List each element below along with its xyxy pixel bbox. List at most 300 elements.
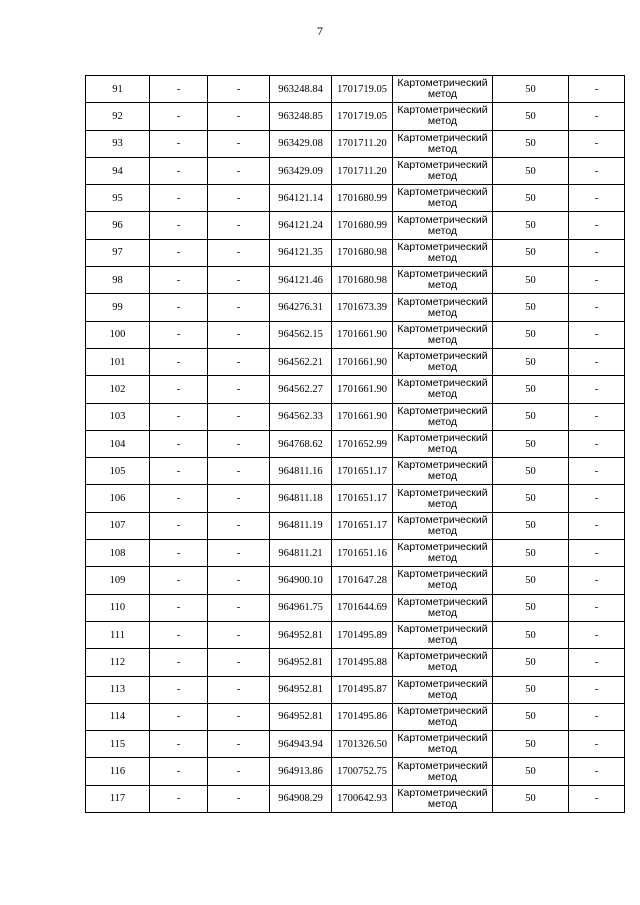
method-cell [393, 512, 493, 539]
method-line-1: Картометрический [397, 595, 488, 608]
accuracy-cell: 50 [493, 621, 569, 648]
method-line-1: Картометрический [397, 186, 488, 199]
empty-cell: - [208, 621, 270, 648]
table-row [86, 294, 625, 321]
empty-cell: - [208, 485, 270, 512]
y-coordinate-cell: 1701326.50 [332, 731, 393, 758]
empty-cell: - [569, 485, 625, 512]
method-line-1: Картометрический [397, 786, 488, 799]
method-cell [393, 185, 493, 212]
empty-cell: - [150, 403, 208, 430]
point-number-cell: 104 [86, 430, 150, 457]
method-cell [393, 103, 493, 130]
method-line-2: метод [427, 661, 458, 674]
x-coordinate-cell: 964562.27 [270, 376, 332, 403]
empty-cell: - [150, 540, 208, 567]
y-coordinate-cell: 1701719.05 [332, 76, 393, 103]
empty-cell: - [208, 430, 270, 457]
accuracy-cell: 50 [493, 594, 569, 621]
y-coordinate-cell: 1701680.99 [332, 185, 393, 212]
accuracy-cell: 50 [493, 130, 569, 157]
empty-cell: - [150, 485, 208, 512]
y-coordinate-cell: 1700752.75 [332, 758, 393, 785]
method-line-2: метод [427, 797, 458, 810]
x-coordinate-cell: 964952.81 [270, 703, 332, 730]
table-row [86, 403, 625, 430]
method-line-2: метод [427, 388, 458, 401]
empty-cell: - [569, 267, 625, 294]
empty-cell: - [569, 430, 625, 457]
table-row [86, 594, 625, 621]
x-coordinate-cell: 963248.84 [270, 76, 332, 103]
empty-cell: - [150, 731, 208, 758]
accuracy-cell: 50 [493, 567, 569, 594]
method-line-1: Картометрический [397, 759, 488, 772]
point-number-cell: 114 [86, 703, 150, 730]
method-cell [393, 731, 493, 758]
point-number-cell: 109 [86, 567, 150, 594]
y-coordinate-cell: 1701651.16 [332, 540, 393, 567]
empty-cell: - [150, 267, 208, 294]
accuracy-cell: 50 [493, 676, 569, 703]
accuracy-cell: 50 [493, 376, 569, 403]
table-row [86, 649, 625, 676]
accuracy-cell: 50 [493, 103, 569, 130]
method-cell [393, 294, 493, 321]
accuracy-cell: 50 [493, 321, 569, 348]
method-line-1: Картометрический [397, 350, 488, 363]
method-line-2: метод [427, 715, 458, 728]
method-line-2: метод [427, 115, 458, 128]
method-cell [393, 785, 493, 812]
coordinates-table [85, 75, 625, 813]
method-cell [393, 239, 493, 266]
empty-cell: - [208, 239, 270, 266]
table-row [86, 76, 625, 103]
y-coordinate-cell: 1701680.99 [332, 212, 393, 239]
empty-cell: - [208, 594, 270, 621]
empty-cell: - [150, 512, 208, 539]
method-line-2: метод [427, 142, 458, 155]
method-line-2: метод [427, 361, 458, 374]
method-line-2: метод [427, 197, 458, 210]
method-line-2: метод [427, 497, 458, 510]
method-line-1: Картометрический [397, 268, 488, 281]
x-coordinate-cell: 964121.24 [270, 212, 332, 239]
empty-cell: - [569, 758, 625, 785]
empty-cell: - [569, 239, 625, 266]
method-line-1: Картометрический [397, 104, 488, 117]
empty-cell: - [208, 103, 270, 130]
empty-cell: - [150, 458, 208, 485]
point-number-cell: 92 [86, 103, 150, 130]
table-row [86, 485, 625, 512]
method-line-2: метод [427, 306, 458, 319]
method-line-1: Картометрический [397, 732, 488, 745]
point-number-cell: 113 [86, 676, 150, 703]
method-line-1: Картометрический [397, 295, 488, 308]
method-cell [393, 321, 493, 348]
table-row [86, 731, 625, 758]
method-cell [393, 130, 493, 157]
method-cell [393, 540, 493, 567]
y-coordinate-cell: 1701651.17 [332, 458, 393, 485]
method-line-1: Картометрический [397, 404, 488, 417]
method-line-2: метод [427, 224, 458, 237]
empty-cell: - [150, 758, 208, 785]
accuracy-cell: 50 [493, 458, 569, 485]
method-line-1: Картометрический [397, 131, 488, 144]
point-number-cell: 117 [86, 785, 150, 812]
y-coordinate-cell: 1701680.98 [332, 267, 393, 294]
empty-cell: - [569, 731, 625, 758]
table-row [86, 621, 625, 648]
empty-cell: - [569, 785, 625, 812]
y-coordinate-cell: 1701651.17 [332, 485, 393, 512]
empty-cell: - [208, 676, 270, 703]
empty-cell: - [150, 594, 208, 621]
accuracy-cell: 50 [493, 348, 569, 375]
method-line-2: метод [427, 579, 458, 592]
accuracy-cell: 50 [493, 76, 569, 103]
method-line-1: Картометрический [397, 513, 488, 526]
point-number-cell: 108 [86, 540, 150, 567]
empty-cell: - [150, 621, 208, 648]
empty-cell: - [208, 294, 270, 321]
method-line-1: Картометрический [397, 623, 488, 636]
table-row [86, 321, 625, 348]
table-row [86, 267, 625, 294]
table-row [86, 376, 625, 403]
accuracy-cell: 50 [493, 294, 569, 321]
x-coordinate-cell: 964961.75 [270, 594, 332, 621]
x-coordinate-cell: 963248.85 [270, 103, 332, 130]
accuracy-cell: 50 [493, 403, 569, 430]
method-line-1: Картометрический [397, 704, 488, 717]
x-coordinate-cell: 964913.86 [270, 758, 332, 785]
y-coordinate-cell: 1700642.93 [332, 785, 393, 812]
empty-cell: - [569, 403, 625, 430]
x-coordinate-cell: 964952.81 [270, 649, 332, 676]
table-row [86, 540, 625, 567]
x-coordinate-cell: 964900.10 [270, 567, 332, 594]
point-number-cell: 97 [86, 239, 150, 266]
method-line-2: метод [427, 634, 458, 647]
method-line-2: метод [427, 743, 458, 756]
y-coordinate-cell: 1701673.39 [332, 294, 393, 321]
x-coordinate-cell: 964952.81 [270, 621, 332, 648]
point-number-cell: 100 [86, 321, 150, 348]
table-row [86, 103, 625, 130]
accuracy-cell: 50 [493, 649, 569, 676]
method-cell [393, 376, 493, 403]
method-line-2: метод [427, 606, 458, 619]
table-row [86, 430, 625, 457]
y-coordinate-cell: 1701711.20 [332, 130, 393, 157]
x-coordinate-cell: 964276.31 [270, 294, 332, 321]
accuracy-cell: 50 [493, 512, 569, 539]
empty-cell: - [208, 212, 270, 239]
empty-cell: - [208, 157, 270, 184]
method-line-2: метод [427, 415, 458, 428]
empty-cell: - [569, 103, 625, 130]
y-coordinate-cell: 1701647.28 [332, 567, 393, 594]
x-coordinate-cell: 964811.16 [270, 458, 332, 485]
x-coordinate-cell: 964562.33 [270, 403, 332, 430]
y-coordinate-cell: 1701680.98 [332, 239, 393, 266]
method-line-1: Картометрический [397, 322, 488, 335]
empty-cell: - [208, 376, 270, 403]
method-line-2: метод [427, 470, 458, 483]
empty-cell: - [569, 649, 625, 676]
empty-cell: - [208, 512, 270, 539]
method-line-2: метод [427, 524, 458, 537]
empty-cell: - [150, 785, 208, 812]
table-row [86, 758, 625, 785]
table-row [86, 676, 625, 703]
point-number-cell: 94 [86, 157, 150, 184]
point-number-cell: 111 [86, 621, 150, 648]
empty-cell: - [569, 512, 625, 539]
x-coordinate-cell: 964121.14 [270, 185, 332, 212]
method-cell [393, 676, 493, 703]
method-cell [393, 212, 493, 239]
accuracy-cell: 50 [493, 703, 569, 730]
accuracy-cell: 50 [493, 430, 569, 457]
method-cell [393, 430, 493, 457]
point-number-cell: 99 [86, 294, 150, 321]
empty-cell: - [150, 703, 208, 730]
y-coordinate-cell: 1701495.87 [332, 676, 393, 703]
y-coordinate-cell: 1701495.86 [332, 703, 393, 730]
method-line-1: Картометрический [397, 213, 488, 226]
method-cell [393, 348, 493, 375]
empty-cell: - [569, 594, 625, 621]
table-row [86, 239, 625, 266]
method-line-1: Картометрический [397, 77, 488, 90]
method-line-2: метод [427, 443, 458, 455]
table-row [86, 348, 625, 375]
y-coordinate-cell: 1701495.88 [332, 649, 393, 676]
method-line-1: Картометрический [397, 650, 488, 663]
empty-cell: - [208, 130, 270, 157]
y-coordinate-cell: 1701711.20 [332, 157, 393, 184]
empty-cell: - [150, 157, 208, 184]
empty-cell: - [569, 621, 625, 648]
empty-cell: - [150, 185, 208, 212]
empty-cell: - [569, 348, 625, 375]
table-row [86, 703, 625, 730]
empty-cell: - [150, 430, 208, 457]
method-line-2: метод [427, 688, 458, 701]
x-coordinate-cell: 964908.29 [270, 785, 332, 812]
accuracy-cell: 50 [493, 267, 569, 294]
empty-cell: - [208, 267, 270, 294]
empty-cell: - [150, 212, 208, 239]
method-line-1: Картометрический [397, 568, 488, 581]
x-coordinate-cell: 963429.09 [270, 157, 332, 184]
point-number-cell: 96 [86, 212, 150, 239]
x-coordinate-cell: 964811.19 [270, 512, 332, 539]
table-row [86, 185, 625, 212]
accuracy-cell: 50 [493, 540, 569, 567]
y-coordinate-cell: 1701652.99 [332, 430, 393, 457]
accuracy-cell: 50 [493, 785, 569, 812]
point-number-cell: 106 [86, 485, 150, 512]
empty-cell: - [569, 321, 625, 348]
method-line-1: Картометрический [397, 377, 488, 390]
empty-cell: - [208, 703, 270, 730]
empty-cell: - [150, 294, 208, 321]
empty-cell: - [208, 185, 270, 212]
empty-cell: - [150, 676, 208, 703]
method-cell [393, 403, 493, 430]
method-line-1: Картометрический [397, 541, 488, 554]
table-row [86, 512, 625, 539]
method-cell [393, 157, 493, 184]
empty-cell: - [569, 567, 625, 594]
empty-cell: - [208, 567, 270, 594]
accuracy-cell: 50 [493, 731, 569, 758]
x-coordinate-cell: 963429.08 [270, 130, 332, 157]
y-coordinate-cell: 1701661.90 [332, 376, 393, 403]
x-coordinate-cell: 964121.35 [270, 239, 332, 266]
point-number-cell: 98 [86, 267, 150, 294]
empty-cell: - [569, 294, 625, 321]
point-number-cell: 103 [86, 403, 150, 430]
empty-cell: - [208, 403, 270, 430]
empty-cell: - [569, 458, 625, 485]
method-cell [393, 649, 493, 676]
empty-cell: - [150, 321, 208, 348]
y-coordinate-cell: 1701661.90 [332, 321, 393, 348]
method-line-2: метод [427, 279, 458, 292]
empty-cell: - [208, 540, 270, 567]
method-line-1: Картометрический [397, 459, 488, 472]
point-number-cell: 95 [86, 185, 150, 212]
empty-cell: - [208, 785, 270, 812]
empty-cell: - [150, 239, 208, 266]
empty-cell: - [569, 703, 625, 730]
method-line-2: метод [427, 552, 458, 565]
empty-cell: - [150, 130, 208, 157]
point-number-cell: 105 [86, 458, 150, 485]
x-coordinate-cell: 964562.21 [270, 348, 332, 375]
table-body [86, 76, 625, 813]
point-number-cell: 91 [86, 76, 150, 103]
y-coordinate-cell: 1701661.90 [332, 403, 393, 430]
method-line-1: Картометрический [397, 677, 488, 690]
x-coordinate-cell: 964811.21 [270, 540, 332, 567]
empty-cell: - [569, 212, 625, 239]
empty-cell: - [569, 157, 625, 184]
method-cell [393, 76, 493, 103]
table-row [86, 458, 625, 485]
table-row [86, 157, 625, 184]
accuracy-cell: 50 [493, 239, 569, 266]
empty-cell: - [150, 348, 208, 375]
empty-cell: - [569, 540, 625, 567]
empty-cell: - [150, 376, 208, 403]
point-number-cell: 101 [86, 348, 150, 375]
method-line-2: метод [427, 88, 458, 101]
empty-cell: - [150, 103, 208, 130]
method-line-2: метод [427, 251, 458, 264]
x-coordinate-cell: 964811.18 [270, 485, 332, 512]
accuracy-cell: 50 [493, 157, 569, 184]
accuracy-cell: 50 [493, 212, 569, 239]
x-coordinate-cell: 964943.94 [270, 731, 332, 758]
page-number: 7 [317, 24, 323, 38]
accuracy-cell: 50 [493, 758, 569, 785]
method-cell [393, 703, 493, 730]
method-cell [393, 485, 493, 512]
method-line-1: Картометрический [397, 159, 488, 172]
x-coordinate-cell: 964768.62 [270, 430, 332, 457]
empty-cell: - [208, 731, 270, 758]
empty-cell: - [569, 76, 625, 103]
point-number-cell: 115 [86, 731, 150, 758]
method-line-2: метод [427, 333, 458, 346]
method-line-1: Картометрический [397, 486, 488, 499]
x-coordinate-cell: 964121.46 [270, 267, 332, 294]
method-cell [393, 458, 493, 485]
table-row [86, 130, 625, 157]
accuracy-cell: 50 [493, 185, 569, 212]
empty-cell: - [569, 130, 625, 157]
point-number-cell: 102 [86, 376, 150, 403]
method-cell [393, 267, 493, 294]
point-number-cell: 107 [86, 512, 150, 539]
method-cell [393, 758, 493, 785]
empty-cell: - [569, 185, 625, 212]
empty-cell: - [208, 649, 270, 676]
y-coordinate-cell: 1701651.17 [332, 512, 393, 539]
y-coordinate-cell: 1701495.89 [332, 621, 393, 648]
point-number-cell: 110 [86, 594, 150, 621]
method-cell [393, 594, 493, 621]
empty-cell: - [150, 567, 208, 594]
empty-cell: - [208, 348, 270, 375]
empty-cell: - [150, 649, 208, 676]
x-coordinate-cell: 964562.15 [270, 321, 332, 348]
empty-cell: - [208, 321, 270, 348]
table-row [86, 212, 625, 239]
empty-cell: - [569, 376, 625, 403]
method-line-2: метод [427, 170, 458, 183]
method-cell [393, 567, 493, 594]
empty-cell: - [150, 76, 208, 103]
accuracy-cell: 50 [493, 485, 569, 512]
table-row [86, 567, 625, 594]
method-cell [393, 621, 493, 648]
y-coordinate-cell: 1701644.69 [332, 594, 393, 621]
empty-cell: - [208, 758, 270, 785]
table-row [86, 785, 625, 812]
point-number-cell: 112 [86, 649, 150, 676]
y-coordinate-cell: 1701661.90 [332, 348, 393, 375]
empty-cell: - [208, 458, 270, 485]
y-coordinate-cell: 1701719.05 [332, 103, 393, 130]
empty-cell: - [569, 676, 625, 703]
point-number-cell: 93 [86, 130, 150, 157]
point-number-cell: 116 [86, 758, 150, 785]
x-coordinate-cell: 964952.81 [270, 676, 332, 703]
empty-cell: - [208, 76, 270, 103]
method-line-2: метод [427, 770, 458, 783]
method-line-1: Картометрический [397, 240, 488, 253]
method-line-1: Картометрический [397, 432, 488, 444]
